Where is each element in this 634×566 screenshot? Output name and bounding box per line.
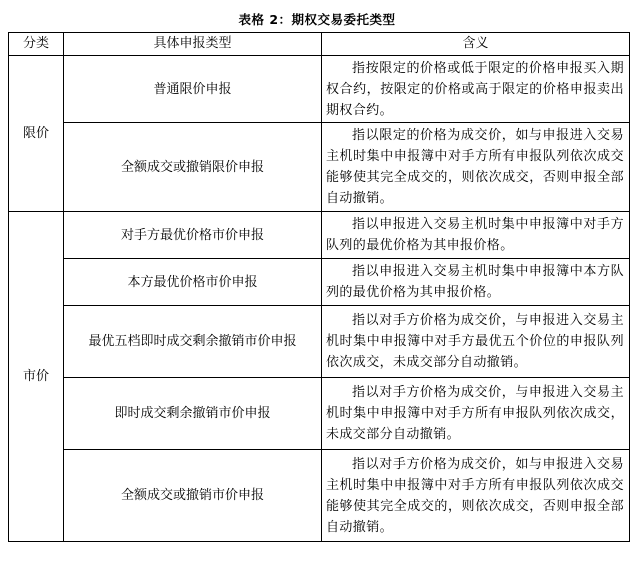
order-type-cell: 普通限价申报 [64,56,322,123]
meaning-cell: 指以对手方价格为成交价，与申报进入交易主机时集中申报簿中对手方最优五个价位的申报队列依次成交，未成交部分自动撤销。 [322,306,630,378]
meaning-cell: 指以对手方价格为成交价，如与申报进入交易主机时集中申报簿中对手方所有申报队列依次成交能够使其完全成交的，则依次成交，否则申报全部自动撤销。 [322,450,630,542]
category-cell-market: 市价 [9,212,64,542]
order-type-cell: 全额成交或撤销市价申报 [64,450,322,542]
order-type-cell: 全额成交或撤销限价申报 [64,123,322,212]
meaning-cell: 指按限定的价格或低于限定的价格申报买入期权合约，按限定的价格或高于限定的价格申报卖出期权合约。 [322,56,630,123]
table-row [9,450,630,542]
table-row [9,56,630,123]
order-types-table [8,32,630,542]
meaning-cell: 指以申报进入交易主机时集中申报簿中对手方队列的最优价格为其申报价格。 [322,212,630,259]
order-type-cell: 最优五档即时成交剩余撤销市价申报 [64,306,322,378]
table-row [9,378,630,450]
category-cell-limit: 限价 [9,56,64,212]
order-type-cell: 本方最优价格市价申报 [64,259,322,306]
table-caption: 表格 2：期权交易委托类型 [238,12,396,27]
table-row [9,259,630,306]
meaning-cell: 指以对手方价格为成交价，与申报进入交易主机时集中申报簿中对手方所有申报队列依次成交，未成交部分自动撤销。 [322,378,630,450]
table-row [9,123,630,212]
meaning-cell: 指以申报进入交易主机时集中申报簿中本方队列的最优价格为其申报价格。 [322,259,630,306]
header-meaning: 含义 [322,33,630,56]
order-type-cell: 即时成交剩余撤销市价申报 [64,378,322,450]
table-row [9,306,630,378]
table-header-row [9,33,630,56]
meaning-cell: 指以限定的价格为成交价，如与申报进入交易主机时集中申报簿中对手方所有申报队列依次成交能够使其完全成交的，则依次成交，否则申报全部自动撤销。 [322,123,630,212]
table-row [9,212,630,259]
header-order-type: 具体申报类型 [64,33,322,56]
order-type-cell: 对手方最优价格市价申报 [64,212,322,259]
header-category: 分类 [9,33,64,56]
